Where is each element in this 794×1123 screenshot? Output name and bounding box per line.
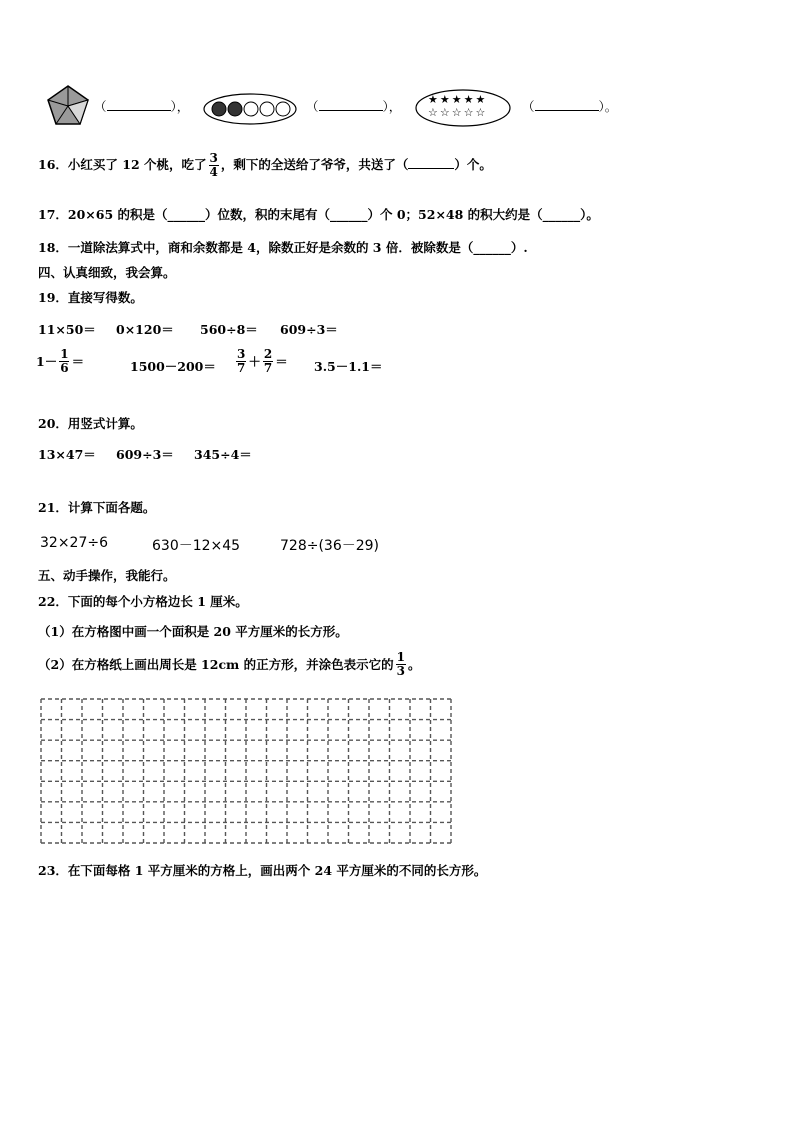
stars-text: ★★★★★ ☆☆☆☆☆ [428, 93, 488, 119]
q19-item: 3.5－1.1＝ [314, 359, 383, 374]
q19-item: 11×50＝ [38, 322, 96, 337]
q19-item: 1500－200＝ [130, 359, 216, 374]
q19-item: 560÷8＝ [200, 322, 258, 337]
q19-item-fraction-a: 1－ $\frac{1}{6}$ ＝ [36, 347, 85, 375]
question-16: 16．小红买了 12 个桃，吃了 $\frac{3}{4}$ ，剩下的全送给了爷爷，共送了（ ）个。 [38, 151, 492, 179]
grid-paper[interactable] [40, 698, 452, 844]
question-23: 23．在下面每格 1 平方厘米的方格上，画出两个 24 平方厘米的不同的长方形。 [38, 863, 487, 878]
q19-item-fraction-c: $\frac{3}{7}$ ＋ $\frac{2}{7}$ ＝ [237, 347, 288, 375]
question-22-part-2: （2）在方格纸上画出周长是 12cm 的正方形，并涂色表示它的 $\frac{1}{3}$ 。 [38, 650, 421, 678]
question-22-part-1: （1）在方格图中画一个面积是 20 平方厘米的长方形。 [38, 624, 348, 639]
q21-item: 728÷(36－29) [280, 538, 380, 554]
question-21-title: 21．计算下面各题。 [38, 500, 156, 515]
blank-1: （ ）， [94, 99, 190, 114]
question-18: 18．一道除法算式中，商和余数都是 4，除数正好是余数的 3 倍．被除数是（______）. [38, 240, 528, 255]
circles-oval-figure-icon [202, 92, 298, 126]
blank-3: （ ）。 [522, 99, 618, 114]
question-19-title: 19．直接写得数。 [38, 290, 143, 305]
q20-item: 13×47＝ [38, 447, 96, 462]
q21-item: 630－12×45 [152, 538, 241, 554]
question-17: 17．20×65 的积是（______）位数，积的末尾有（______）个 0；52×48 的积大约是（______）。 [38, 207, 599, 222]
q21-item: 32×27÷6 [40, 535, 108, 551]
section-4-heading: 四、认真细致，我会算。 [38, 265, 176, 280]
q20-item: 609÷3＝ [116, 447, 174, 462]
q20-item: 345÷4＝ [194, 447, 252, 462]
pentagon-figure-icon [46, 84, 90, 128]
q19-item: 0×120＝ [116, 322, 174, 337]
q19-item: 609÷3＝ [280, 322, 338, 337]
blank-2: （ ）， [306, 99, 402, 114]
question-20-title: 20．用竖式计算。 [38, 416, 143, 431]
question-22-title: 22．下面的每个小方格边长 1 厘米。 [38, 594, 248, 609]
section-5-heading: 五、动手操作，我能行。 [38, 568, 176, 583]
